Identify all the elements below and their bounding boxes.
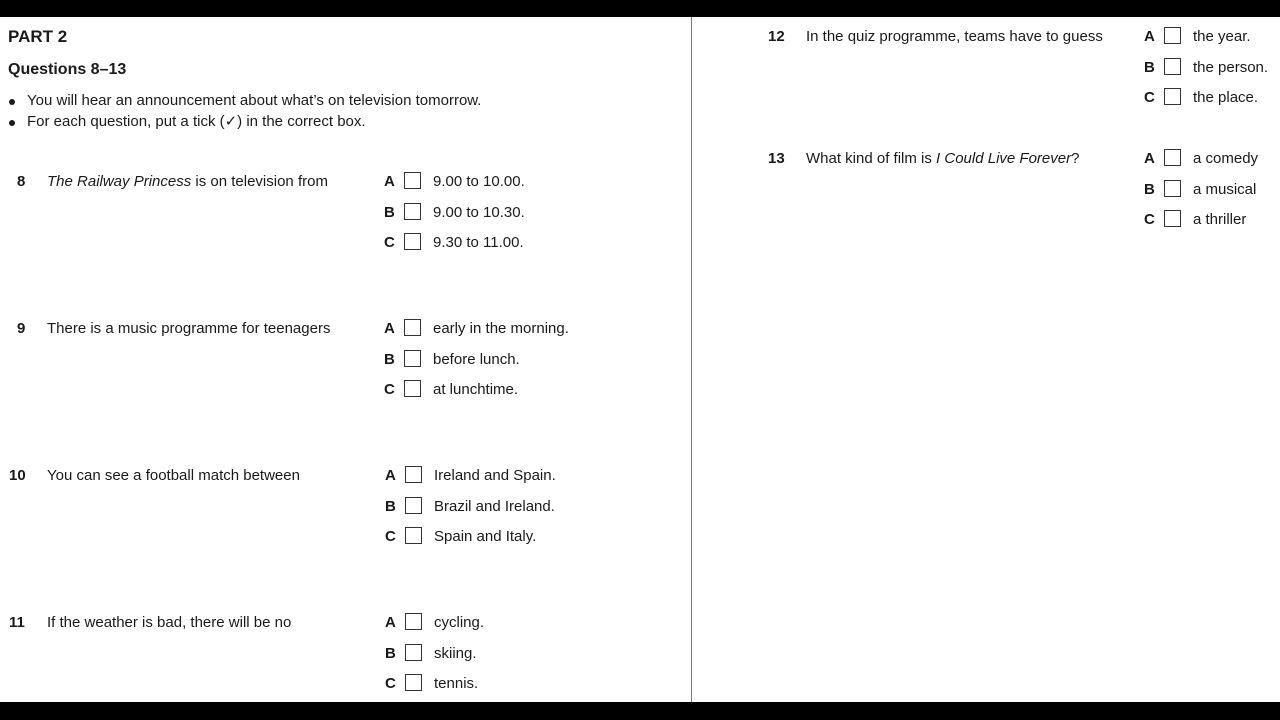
option-text: 9.00 to 10.00. xyxy=(433,173,525,190)
tick-box[interactable] xyxy=(1164,88,1181,105)
question-text: In the quiz programme, teams have to guess xyxy=(806,28,1103,45)
option-letter: B xyxy=(384,350,395,368)
programme-title: The Railway Princess xyxy=(47,173,192,190)
option-text: 9.30 to 11.00. xyxy=(433,234,524,251)
tick-box[interactable] xyxy=(1164,180,1181,197)
tick-box[interactable] xyxy=(1164,58,1181,75)
tick-box[interactable] xyxy=(1164,149,1181,166)
question-number: 13 xyxy=(768,150,785,167)
questions-range: Questions 8–13 xyxy=(8,61,127,78)
option-letter: B xyxy=(384,203,395,221)
question-text: You can see a football match between xyxy=(47,467,300,484)
tick-box[interactable] xyxy=(405,674,422,691)
question-text-start: What kind of film is xyxy=(806,150,937,167)
exam-page xyxy=(0,17,1280,702)
tick-box[interactable] xyxy=(1164,210,1181,227)
tick-box[interactable] xyxy=(404,172,421,189)
option-letter: B xyxy=(385,497,396,515)
film-title: I Could Live Forever xyxy=(936,150,1072,167)
option-letter: A xyxy=(1144,28,1155,45)
tick-box[interactable] xyxy=(405,644,422,661)
option-letter: A xyxy=(1144,150,1155,167)
question-text-rest: is on television from xyxy=(191,173,328,190)
option-text: skiing. xyxy=(434,644,477,662)
question-number: 8 xyxy=(17,173,26,190)
option-text: Ireland and Spain. xyxy=(434,467,556,484)
tick-box[interactable] xyxy=(404,380,421,397)
option-letter: B xyxy=(1144,180,1155,198)
question-mark: ? xyxy=(1071,150,1080,167)
option-text: Brazil and Ireland. xyxy=(434,497,555,515)
tick-box[interactable] xyxy=(404,350,421,367)
question-text xyxy=(806,150,1079,167)
option-text: early in the morning. xyxy=(433,320,569,337)
option-letter: B xyxy=(385,644,396,662)
tick-box[interactable] xyxy=(405,527,422,544)
option-letter: C xyxy=(384,234,395,251)
question-number: 12 xyxy=(768,28,785,45)
question-text xyxy=(47,173,328,190)
option-letter: A xyxy=(384,320,395,337)
option-letter: A xyxy=(385,467,396,484)
option-letter: C xyxy=(385,528,396,545)
option-text: 9.00 to 10.30. xyxy=(433,203,525,221)
option-text: the place. xyxy=(1193,89,1259,106)
tick-box[interactable] xyxy=(404,233,421,250)
option-text: Spain and Italy. xyxy=(434,528,537,545)
question-number: 9 xyxy=(17,320,26,337)
option-text: cycling. xyxy=(434,614,485,631)
tick-box[interactable] xyxy=(405,613,422,630)
instructions-list xyxy=(8,91,481,132)
top-letterbox-bar xyxy=(0,0,1280,17)
option-text: the year. xyxy=(1193,28,1251,45)
question-text: If the weather is bad, there will be no xyxy=(47,614,292,631)
question-number: 10 xyxy=(9,467,26,484)
question-number: 11 xyxy=(9,614,25,631)
option-text: a comedy xyxy=(1193,150,1259,167)
question-text: There is a music programme for teenagers xyxy=(47,320,331,337)
option-text: a thriller xyxy=(1193,211,1247,228)
option-letter: A xyxy=(384,173,395,190)
option-text: the person. xyxy=(1193,58,1269,76)
bottom-letterbox-bar xyxy=(0,702,1280,720)
column-divider xyxy=(691,17,692,702)
instruction-item: For each question, put a tick (✓) in the correct box. xyxy=(8,112,481,133)
option-letter: A xyxy=(385,614,396,631)
part-title: PART 2 xyxy=(8,27,68,46)
tick-box[interactable] xyxy=(404,203,421,220)
option-letter: C xyxy=(1144,211,1155,228)
option-letter: B xyxy=(1144,58,1155,76)
option-letter: C xyxy=(1144,89,1155,106)
option-text: before lunch. xyxy=(433,350,520,368)
instruction-item: You will hear an announcement about what’s on television tomorrow. xyxy=(8,91,481,112)
option-text: a musical xyxy=(1193,180,1257,198)
tick-box[interactable] xyxy=(1164,27,1181,44)
option-letter: C xyxy=(384,381,395,398)
tick-box[interactable] xyxy=(405,497,422,514)
tick-box[interactable] xyxy=(405,466,422,483)
option-text: tennis. xyxy=(434,675,479,692)
option-text: at lunchtime. xyxy=(433,381,519,398)
option-letter: C xyxy=(385,675,396,692)
tick-box[interactable] xyxy=(404,319,421,336)
